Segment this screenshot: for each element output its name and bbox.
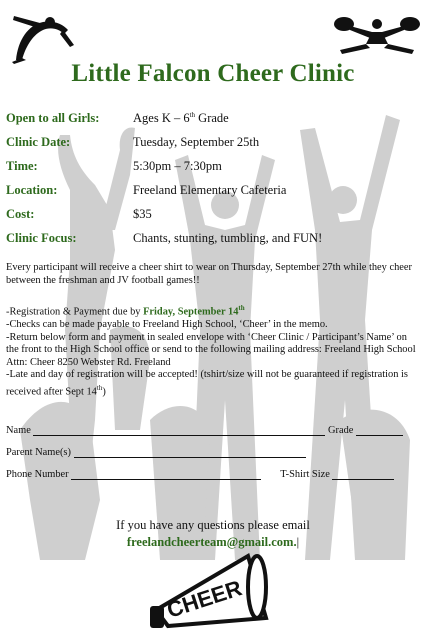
name-label: Name <box>6 425 31 436</box>
detail-label-eligibility: Open to all Girls: <box>6 111 100 125</box>
return-form-note: -Return below form and payment in sealed envelope with ‘Cheer Clinic / Participant’s Name’ on the front to the High School office or send to the following mailing address: Freeland High School Attn: Cheer 8250 Webster Rd. Freeland <box>6 331 416 368</box>
detail-label-time: Time: <box>6 159 38 173</box>
form-row-name <box>6 425 418 436</box>
parent-name-label: Parent Name(s) <box>6 447 71 458</box>
registration-info <box>6 302 418 399</box>
detail-label-date: Clinic Date: <box>6 135 71 149</box>
form-row-phone <box>6 469 418 480</box>
jumping-cheerleader-icon <box>332 10 422 60</box>
tshirt-size-label: T-Shirt Size <box>280 469 330 480</box>
phone-blank-line[interactable] <box>71 469 261 480</box>
grade-label: Grade <box>328 425 354 436</box>
detail-label-location: Location: <box>6 183 58 197</box>
form-row-parent <box>6 447 418 458</box>
detail-value-date: Tuesday, September 25th <box>133 135 260 149</box>
detail-value-eligibility: Ages K – 6th Grade <box>133 111 229 126</box>
check-payable-note: -Checks can be made payable to Freeland High School, ‘Cheer’ in the memo. <box>6 319 328 331</box>
page-title: Little Falcon Cheer Clinic <box>71 60 355 87</box>
phone-label: Phone Number <box>6 469 69 480</box>
contact-email-link[interactable]: freelandcheerteam@gmail.com. <box>126 535 297 549</box>
grade-blank-line[interactable] <box>356 425 403 436</box>
detail-value-location: Freeland Elementary Cafeteria <box>133 183 287 197</box>
detail-label-focus: Clinic Focus: <box>6 231 77 245</box>
contact-question: If you have any questions please email <box>116 518 310 532</box>
detail-value-focus: Chants, stunting, tumbling, and FUN! <box>133 231 323 245</box>
detail-value-cost: $35 <box>133 207 152 221</box>
parent-name-blank-line[interactable] <box>74 447 306 458</box>
contact-email[interactable]: freelandcheerteam@gmail.com.| <box>126 535 300 549</box>
name-blank-line[interactable] <box>33 425 325 436</box>
detail-label-cost: Cost: <box>6 207 35 221</box>
detail-value-time: 5:30pm – 7:30pm <box>133 159 222 173</box>
cheer-megaphone-icon <box>148 548 278 633</box>
tshirt-size-blank-line[interactable] <box>332 469 394 480</box>
registration-deadline: -Registration & Payment due by Friday, September 14th <box>6 304 245 318</box>
megaphone-text: CHEER <box>163 575 245 623</box>
late-registration-note: -Late and day of registration will be accepted! (tshirt/size will not be guaranteed if registration is received after Sept 14th) <box>6 369 408 398</box>
intro-paragraph: Every participant will receive a cheer shirt to wear on Thursday, September 27th while they cheer between the freshman and JV football games!! <box>6 262 412 286</box>
tumbling-cheerleader-icon <box>8 10 78 65</box>
